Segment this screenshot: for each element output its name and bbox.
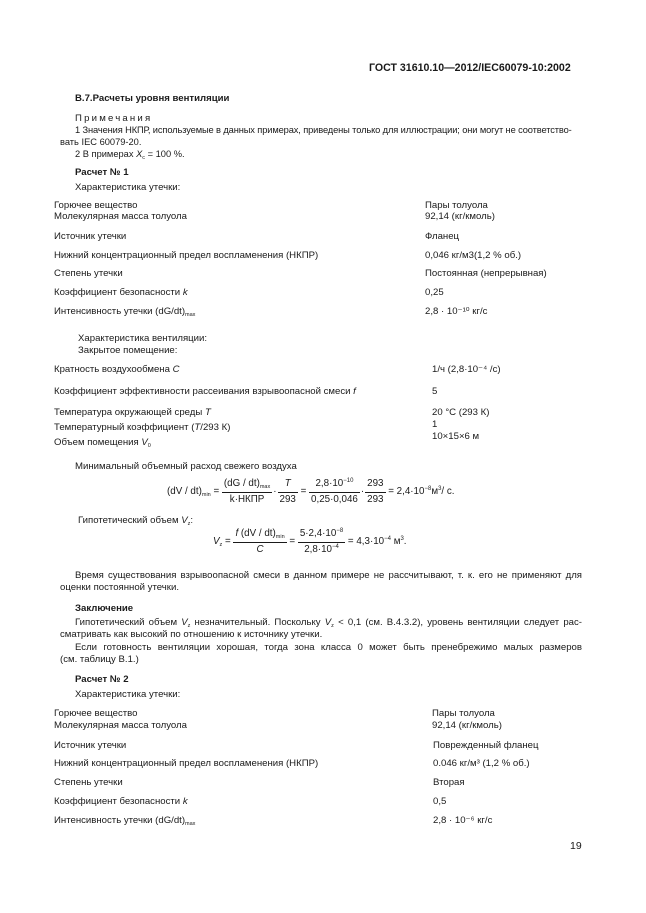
note-1-line-2: вать IEC 60079-20. [60,137,142,147]
lifetime-line-1: Время существования взрывоопасной смеси в данном примере не рассчитывают, т. к. его не применяют для [75,570,582,581]
notes-title: Примечания [75,113,153,124]
calc-1-molar-value: 92,14 (кг/кмоль) [425,211,495,222]
lifetime-line-2: оценки постоянной утечки. [60,582,179,593]
calc-2-source-value: Поврежденный фланец [433,740,539,751]
calc-1-lfl-value: 0,046 кг/м3(1,2 % об.) [425,250,522,261]
calc-1-lfl-label: Нижний концентрационный предел воспламенения (НКПР) [54,250,319,261]
calc-2-safety-label: Коэффициент безопасности k [54,796,188,807]
calc-2-fuel-label: Горючее вещество [54,708,138,719]
calc-1-safety-value: 0,25 [425,287,444,298]
formula-1-fraction-3: $\frac{2,8\cdot 10^{-10}}{0,25\cdot 0,046}$ [311,478,358,505]
min-flow-text: Минимальный объемный расход свежего воздуха [75,461,297,472]
calc-2-molar-value: 92,14 (кг/кмоль) [432,720,502,731]
calc-1-title: Расчет № 1 [75,167,129,178]
conclusion-line-1: Гипотетический объем $V_z$ незначительный. Поскольку $V_z < 0,1$ (см. В.4.3.2), уровень вентиляции следует рас- [75,617,582,629]
calc-2-safety-value: 0,5 [433,796,447,807]
conclusion-line-2: сматривать как высокий по отношению к источнику утечки. [60,629,323,640]
formula-hyp-volume: $V_z$ = $\frac{f (dV / dt)_{min}}{C}$ = $\frac{5\cdot 2,4\cdot 10^{-8}}{2,8\cdot 10^{-4}}$ = $4,3\cdot 10^{-4}$ $м^3$. [213,528,407,555]
formula-min-flow: $(dV / dt)_{min}$ = $\frac{(dG / dt)_{max}}{\text{k·НКПР}}$ · $\frac{T}{293}$ = $\frac{2,8\cdot 10^{-10}}{0,25\cdot 0,046}$ · $\frac{293}{293}$ = $2,4\cdot 10^{-8}м^3/$ с. [167,478,455,505]
calc-1-exchange-value: 1/ч (2,8·10⁻⁴ /с) [432,364,501,375]
calc-1-volume-value: 10×15×6 м [432,431,480,442]
calc-2-rate-value: 2,8 · 10⁻⁶ кг/с [433,815,493,826]
formula-1-lhs: $(dV / dt)_{min}$ [167,485,211,498]
formula-1-fraction-2: $\frac{T}{293}$ [279,478,296,505]
calc-1-fuel-label: Горючее вещество [54,200,138,211]
calc-2-title: Расчет № 2 [75,674,129,685]
conclusion-title: Заключение [75,603,134,614]
section-title: В.7.Расчеты уровня вентиляции [75,93,230,104]
calc-1-exchange-label: Кратность воздухообмена C [54,364,180,375]
calc-1-rate-label: Интенсивность утечки $(dG/dt)_{max}$ [54,306,196,318]
calc-1-source-label: Источник утечки [54,231,127,242]
calc-2-grade-label: Степень утечки [54,777,123,788]
hyp-volume-text: Гипотетический объем $V_z$: [78,515,194,527]
calc-1-leak-heading: Характеристика утечки: [75,182,181,193]
calc-2-source-label: Источник утечки [54,740,127,751]
calc-1-molar-label: Молекулярная масса толуола [54,211,187,222]
calc-1-fuel-value: Пары толуола [425,200,488,211]
calc-2-lfl-value: 0.046 кг/м³ (1,2 % об.) [433,758,530,769]
calc-1-vent-heading: Характеристика вентиляции: [78,333,208,344]
calc-1-eff-label: Коэффициент эффективности рассеивания взрывоопасной смеси f [54,386,356,397]
formula-1-fraction-1: $\frac{(dG / dt)_{max}}{\text{k·НКПР}}$ [223,478,271,505]
calc-2-fuel-value: Пары толуола [432,708,495,719]
calc-1-tcoef-label: Температурный коэффициент (T/293 К) [54,422,231,433]
calc-2-rate-label: Интенсивность утечки $(dG/dt)_{max}$ [54,815,196,827]
conclusion-line-3: Если готовность вентиляции хорошая, тогда зона класса 0 может быть пренебрежимо малых размеров [75,642,582,653]
note-1-line-1: 1 Значения НКПР, используемые в данных примерах, приведены только для иллюстрации; они могут не соответство- [75,125,572,135]
conclusion-line-4: (см. таблицу В.1.) [60,654,139,665]
calc-1-temp-value: 20 °С (293 К) [432,407,490,418]
calc-2-lfl-label: Нижний концентрационный предел воспламенения (НКПР) [54,758,319,769]
document-code-header: ГОСТ 31610.10—2012/IEC60079-10:2002 [369,62,571,74]
calc-2-molar-label: Молекулярная масса толуола [54,720,187,731]
calc-1-rate-value: 2,8 · 10⁻¹⁰ кг/с [425,306,488,317]
calc-1-grade-value: Постоянная (непрерывная) [425,268,547,279]
page-number: 19 [570,840,582,852]
formula-2-result: = $4,3\cdot 10^{-4}$ $м^3$. [345,535,407,547]
formula-1-fraction-4: $\frac{293}{293}$ [367,478,384,505]
calc-1-eff-value: 5 [432,386,438,397]
calc-1-temp-label: Температура окружающей среды T [54,407,211,418]
formula-1-result: = $2,4\cdot 10^{-8}м^3/$ с. [385,485,455,497]
calc-1-source-value: Фланец [425,231,460,242]
note-2: 2 В примерах $X_c = 100$ %. [75,149,185,161]
calc-1-grade-label: Степень утечки [54,268,123,279]
calc-1-volume-label: Объем помещения $V_0$ [54,437,151,449]
calc-2-leak-heading: Характеристика утечки: [75,689,181,700]
calc-1-safety-label: Коэффициент безопасности k [54,287,188,298]
calc-1-tcoef-value: 1 [432,419,438,430]
formula-2-fraction-2: $\frac{5\cdot 2,4\cdot 10^{-8}}{2,8\cdot 10^{-4}}$ [299,528,344,555]
calc-1-room: Закрытое помещение: [78,345,178,356]
formula-2-fraction-1: $\frac{f (dV / dt)_{min}}{C}$ [235,528,285,555]
calc-2-grade-value: Вторая [433,777,465,788]
